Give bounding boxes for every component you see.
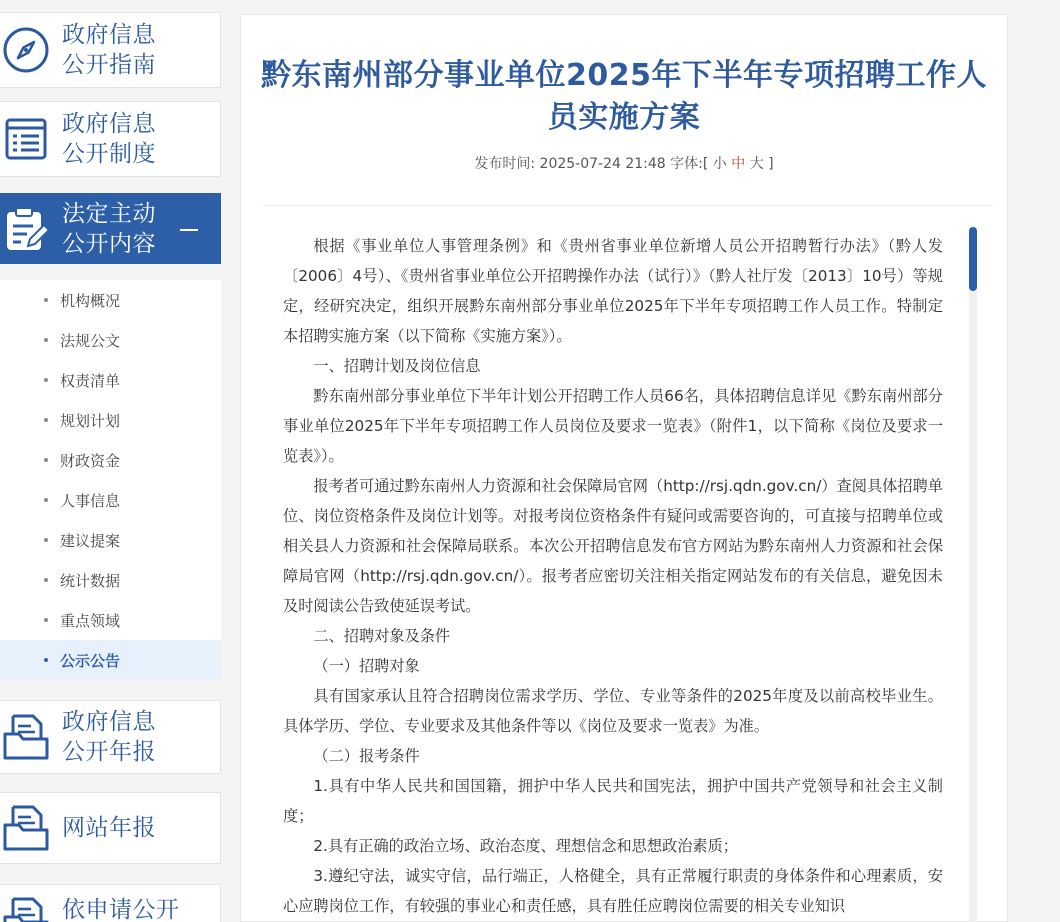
divider bbox=[263, 205, 993, 206]
paragraph: 根据《事业单位人事管理条例》和《贵州省事业单位新增人员公开招聘暂行办法》（黔人发〔2006〕4号）、《贵州省事业单位公开招聘操作办法（试行）》（黔人社厅发〔2013〕10号）等规定，经研究决定，组织开展黔东南州部分事业单位2025年下半年专项招聘工作人员工作。特制定本招聘实施方案（以下简称《实施方案》）。 bbox=[283, 237, 943, 345]
subsection-heading: （二）报考条件 bbox=[313, 747, 420, 765]
article-title: 黔东南州部分事业单位2025年下半年专项招聘工作人员实施方案 bbox=[261, 58, 987, 135]
submenu-item-finance[interactable]: 财政资金 bbox=[0, 440, 221, 480]
paragraph: 1.具有中华人民共和国国籍，拥护中华人民共和国宪法，拥护中国共产党领导和社会主义制度； bbox=[283, 777, 943, 825]
folder-document-icon bbox=[0, 796, 58, 860]
sidebar-card-mandatory-disclosure[interactable] bbox=[0, 193, 221, 264]
sidebar-card-website-report[interactable] bbox=[0, 792, 221, 864]
sidebar-card-label: 政府信息 公开年报 bbox=[62, 709, 156, 765]
paragraph: 黔东南州部分事业单位下半年计划公开招聘工作人员66名，具体招聘信息详见《黔东南州部分事业单位2025年下半年专项招聘工作人员岗位及要求一览表》（附件1，以下简称《岗位及要求一览表》）。 bbox=[283, 387, 943, 465]
sidebar-card-guide[interactable] bbox=[0, 12, 221, 88]
submenu-item-regulations[interactable]: 法规公文 bbox=[0, 320, 221, 360]
sidebar-card-annual-report[interactable] bbox=[0, 700, 221, 774]
sidebar bbox=[0, 0, 224, 922]
meta-bracket: ] bbox=[768, 156, 774, 172]
article-body bbox=[283, 231, 943, 921]
paragraph: 2.具有正确的政治立场、政治态度、理想信念和思想政治素质； bbox=[313, 837, 738, 855]
paragraph: 具有国家承认且符合招聘岗位需求学历、学位、专业等条件的2025年度及以前高校毕业生。具体学历、学位、专业要求及其他条件等以《岗位及要求一览表》为准。 bbox=[283, 687, 943, 735]
list-document-icon bbox=[0, 107, 58, 171]
paragraph: 报考者可通过黔东南州人力资源和社会保障局官网（http://rsj.qdn.gov.cn/）查阅具体招聘单位、岗位资格条件及岗位计划等。对报考岗位资格条件有疑问或需要咨询的，可直接与招聘单位或相关县人力资源和社会保障局联系。本次公开招聘信息发布官方网站为黔东南州人力资源和社会保障局官网（http://rsj.qdn.gov.cn/）。报考者应密切关注相关指定网站发布的有关信息，避免因未及时阅读公告致使延误考试。 bbox=[283, 477, 943, 615]
font-size-small-button[interactable]: 小 bbox=[712, 156, 727, 172]
collapse-minus-icon[interactable] bbox=[180, 229, 198, 231]
submenu-item-key-areas[interactable]: 重点领域 bbox=[0, 600, 221, 640]
submenu-item-org-overview[interactable]: 机构概况 bbox=[0, 280, 221, 320]
compass-icon bbox=[0, 18, 58, 82]
folder-document-icon bbox=[0, 895, 58, 922]
sidebar-card-label: 法定主动 公开内容 bbox=[62, 200, 156, 257]
scrollbar-thumb[interactable] bbox=[969, 227, 977, 291]
bullet-icon bbox=[44, 618, 48, 622]
font-size-large-button[interactable]: 大 bbox=[749, 156, 764, 172]
article-meta bbox=[241, 153, 1007, 173]
bullet-icon bbox=[44, 378, 48, 382]
bullet-icon bbox=[44, 338, 48, 342]
section-heading: 二、招聘对象及条件 bbox=[313, 627, 451, 645]
bullet-icon bbox=[44, 418, 48, 422]
submenu-item-proposals[interactable]: 建议提案 bbox=[0, 520, 221, 560]
sidebar-card-system[interactable] bbox=[0, 101, 221, 177]
publish-info: 发布时间: 2025-07-24 21:48 字体:[ bbox=[474, 156, 709, 172]
bullet-icon bbox=[44, 658, 48, 662]
bullet-icon bbox=[44, 578, 48, 582]
bullet-icon bbox=[44, 498, 48, 502]
folder-document-icon bbox=[0, 705, 58, 769]
submenu-item-personnel[interactable]: 人事信息 bbox=[0, 480, 221, 520]
clipboard-edit-icon bbox=[0, 197, 58, 261]
bullet-icon bbox=[44, 298, 48, 302]
subsection-heading: （一）招聘对象 bbox=[313, 657, 420, 675]
scrollbar-track[interactable] bbox=[969, 227, 977, 922]
section-heading: 一、招聘计划及岗位信息 bbox=[313, 357, 481, 375]
sidebar-card-label: 网站年报 bbox=[62, 815, 156, 841]
submenu-item-announcements[interactable]: 公示公告 bbox=[0, 640, 221, 680]
sidebar-card-label: 政府信息 公开指南 bbox=[62, 22, 156, 78]
sidebar-card-label: 依申请公开 bbox=[62, 897, 180, 922]
submenu-item-plans[interactable]: 规划计划 bbox=[0, 400, 221, 440]
article-panel bbox=[240, 14, 1008, 922]
font-size-medium-button[interactable]: 中 bbox=[731, 156, 746, 172]
bullet-icon bbox=[44, 538, 48, 542]
sidebar-card-label: 政府信息 公开制度 bbox=[62, 111, 156, 167]
sidebar-card-on-request[interactable] bbox=[0, 884, 221, 922]
sidebar-submenu bbox=[0, 280, 221, 680]
submenu-item-statistics[interactable]: 统计数据 bbox=[0, 560, 221, 600]
paragraph: 3.遵纪守法，诚实守信，品行端正，人格健全，具有正常履行职责的身体条件和心理素质，安心应聘岗位工作，有较强的事业心和责任感，具有胜任应聘岗位需要的相关专业知识 bbox=[283, 867, 943, 915]
submenu-item-power-list[interactable]: 权责清单 bbox=[0, 360, 221, 400]
bullet-icon bbox=[44, 458, 48, 462]
